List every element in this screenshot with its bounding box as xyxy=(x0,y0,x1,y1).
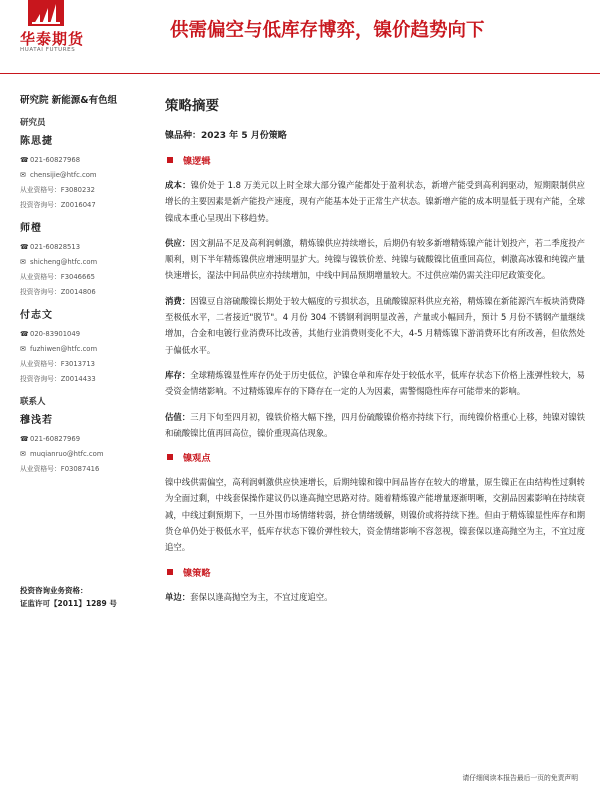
email-icon: ✉ xyxy=(20,258,26,266)
analyst-sidebar xyxy=(20,92,145,483)
report-header xyxy=(0,0,600,80)
brand-name-en: HUATAI FUTURES xyxy=(20,47,76,53)
contact-email[interactable]: ✉ muqianruo@htfc.com xyxy=(20,447,145,462)
header-divider xyxy=(0,73,600,74)
bullet-square-icon xyxy=(167,454,173,460)
analyst-phone: ☎ 021-60828513 xyxy=(20,240,145,255)
department-label: 研究院 新能源&有色组 xyxy=(20,95,118,106)
contact-name: 穆浅若 xyxy=(20,415,53,426)
brand-name: 华泰期货 xyxy=(20,30,85,48)
contact-phone: ☎ 021-60827969 xyxy=(20,432,145,447)
bullet-square-icon xyxy=(167,157,173,163)
analyst-invest-license: 投资咨询号：Z0014806 xyxy=(20,288,96,296)
analyst-license: 从业资格号：F3013713 xyxy=(20,360,95,368)
product-meta: 镍品种：2023 年 5 月份策略 xyxy=(165,131,287,141)
contact-card xyxy=(20,411,145,477)
paragraph-strategy: 单边：套保以逢高抛空为主，不宜过度追空。 xyxy=(165,591,333,602)
analyst-card xyxy=(20,132,145,213)
license-block xyxy=(20,584,117,610)
researcher-label: 研究员 xyxy=(20,118,46,128)
analyst-name: 师橙 xyxy=(20,223,42,234)
strategy-heading: 镍策略 xyxy=(165,565,585,579)
phone-icon: ☎ xyxy=(20,156,29,164)
contact-label: 联系人 xyxy=(20,397,46,407)
paragraph-valuation: 估值：三月下旬至四月初，镍铁价格大幅下挫，四月份硫酸镍价格亦持续下行，而纯镍价格重心上移，纯镍对镍铁和硫酸镍比值再回高位，镍价重现高估现象。 xyxy=(165,411,585,438)
view-heading: 镍观点 xyxy=(165,450,585,464)
analyst-license: 从业资格号：F3046665 xyxy=(20,273,95,281)
paragraph-view: 镍中线供需偏空，高利润刺激供应快速增长，后期纯镍和镍中间品皆存在较大的增量，原生镍正在由结构性过剩转为全面过剩，中线套保操作建议仍以逢高抛空思路对待。随着精炼镍产能增量逐渐明晰，交割品因素影响在持续衰减，中线过剩预期下，一旦外围市场情绪转弱，挤仓情绪缓解，则镍价或将持续下挫。但由于精炼镍显性库存和期货仓单仍处于极低水平，低库存状态下镍价弹性较大，资金情绪影响不容忽视，镍套保以逢高抛空为主，不宜过度追空。 xyxy=(165,477,585,553)
strategy-content xyxy=(165,92,585,614)
huatai-logo-icon xyxy=(26,0,66,26)
logic-heading: 镍逻辑 xyxy=(165,153,585,167)
license-value: 证监许可【2011】1289 号 xyxy=(20,599,117,608)
analyst-name: 付志文 xyxy=(20,310,53,321)
analyst-name: 陈思捷 xyxy=(20,136,53,147)
analyst-phone: ☎ 020-83901049 xyxy=(20,327,145,342)
paragraph-supply: 供应：因文割品不足及高利润刺激，精炼镍供应持续增长，后期仍有较多新增精炼镍产能计划投产，若二季度投产顺利，则下半年精炼镍供应增速明显扩大。纯镍与镍铁价差、纯镍与硫酸镍比值重回高位，刺激高冰镍和纯镍产量快速增长，湿法中间品供应亦持续增加，中线中间品预期增量较大。不过供应端仍需关注印尼政策变化。 xyxy=(165,237,585,281)
contact-license: 从业资格号：F03087416 xyxy=(20,465,100,473)
disclaimer-footer: 请仔细阅读本报告最后一页的免责声明 xyxy=(462,774,578,782)
paragraph-cost: 成本：镍价处于 1.8 万美元以上时全球大部分镍产能都处于盈利状态，新增产能受到高利润驱动，短期限制供应增长的主要因素是新产能投产速度，现有产能基本处于正常生产状态。镍新增产能的成本明显低于现有产能，全球镍成本重心呈现出下移趋势。 xyxy=(165,180,586,223)
section-title: 策略摘要 xyxy=(165,98,219,114)
bullet-square-icon xyxy=(167,569,173,575)
phone-icon: ☎ xyxy=(20,330,29,338)
report-title: 供需偏空与低库存博弈，镍价趋势向下 xyxy=(170,20,485,41)
analyst-invest-license: 投资咨询号：Z0014433 xyxy=(20,375,96,383)
analyst-license: 从业资格号：F3080232 xyxy=(20,186,95,194)
analyst-email[interactable]: ✉ fuzhiwen@htfc.com xyxy=(20,342,145,357)
paragraph-inventory: 库存：全球精炼镍显性库存仍处于历史低位，沪镍仓单和库存处于较低水平，低库存状态下价格上涨弹性较大，易受资金情绪影响。不过精炼镍库存的下降存在一定的人为因素，需警惕隐性库存可能带来的影响。 xyxy=(165,369,585,397)
paragraph-consumption: 消费：因镍豆自溶硫酸镍长期处于较大幅度的亏损状态，且硫酸镍原料供应充裕，精炼镍在新能源汽车板块消费降至极低水平，二者接近"脱节"。4 月份 304 不锈钢利润明显改善，产量或小幅回升，预计 5 月份不锈钢产量继续增加，合金和电镀行业消费环比改善，其他行业消费则变化不大，4-5 月精炼镍下游消费环比有所改善，但依然处于偏低水平。 xyxy=(165,295,585,355)
analyst-phone: ☎ 021-60827968 xyxy=(20,153,145,168)
license-label: 投资咨询业务资格： xyxy=(20,586,88,595)
email-icon: ✉ xyxy=(20,171,26,179)
analyst-card xyxy=(20,219,145,300)
email-icon: ✉ xyxy=(20,450,26,458)
phone-icon: ☎ xyxy=(20,435,29,443)
analyst-email[interactable]: ✉ shicheng@htfc.com xyxy=(20,255,145,270)
analyst-email[interactable]: ✉ chensijie@htfc.com xyxy=(20,168,145,183)
email-icon: ✉ xyxy=(20,345,26,353)
analyst-card xyxy=(20,306,145,387)
phone-icon: ☎ xyxy=(20,243,29,251)
analyst-invest-license: 投资咨询号：Z0016047 xyxy=(20,201,96,209)
